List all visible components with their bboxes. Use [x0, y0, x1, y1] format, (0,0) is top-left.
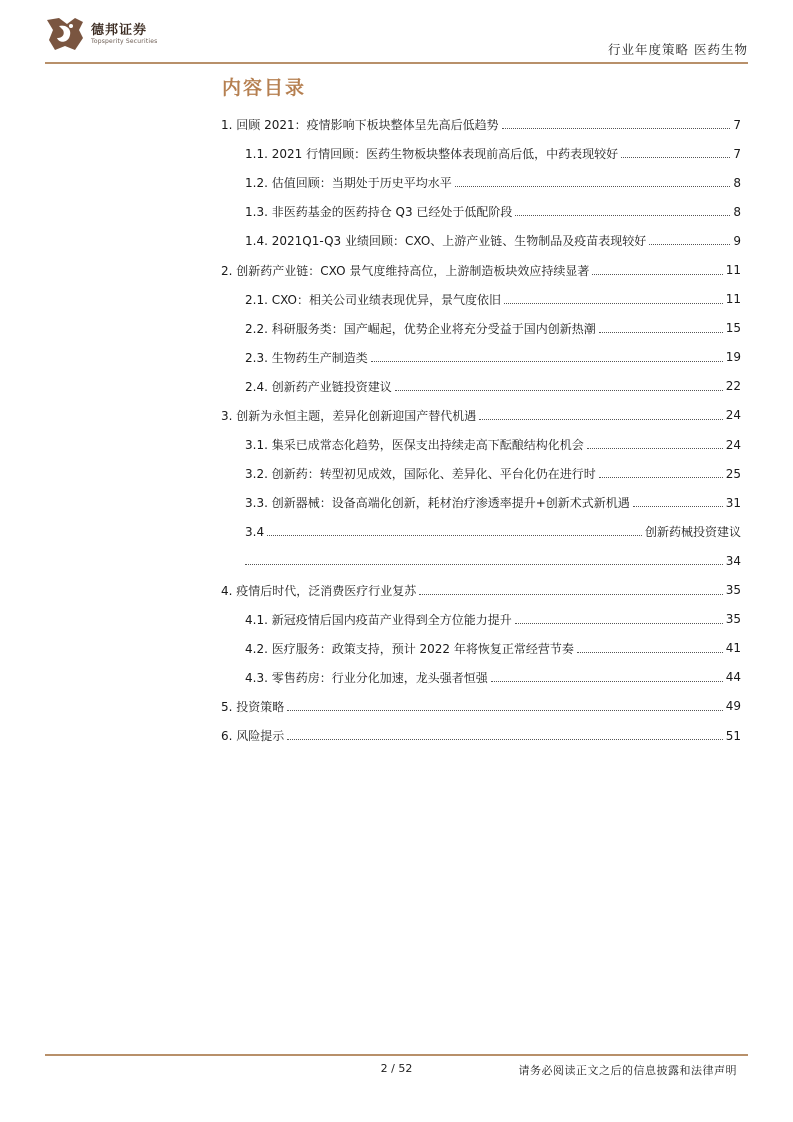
toc-entry[interactable]: 2.1. CXO：相关公司业绩表现优异，景气度依旧 11	[245, 292, 741, 307]
legal-disclaimer: 请务必阅读正文之后的信息披露和法律声明	[518, 1064, 737, 1077]
toc-entry[interactable]: 1.2. 估值回顾：当期处于历史平均水平 8	[245, 175, 741, 191]
toc-entry[interactable]: 5. 投资策略 49	[221, 699, 741, 714]
toc-entry[interactable]: 3.1. 集采已成常态化趋势，医保支出持续走高下酝酿结构化机会 24	[245, 437, 741, 453]
toc-entry[interactable]: 4.3. 零售药房：行业分化加速，龙头强者恒强 44	[245, 670, 741, 685]
toc-entry[interactable]: 1.3. 非医药基金的医药持仓 Q3 已经处于低配阶段 8	[245, 204, 741, 220]
toc-entry[interactable]: 1.1. 2021 行情回顾：医药生物板块整体表现前高后低，中药表现较好 7	[245, 146, 741, 162]
toc-entry[interactable]: 3.3. 创新器械：设备高端化创新，耗材治疗渗透率提升+创新术式新机遇 31	[245, 495, 741, 511]
toc-entry[interactable]: 4.1. 新冠疫情后国内疫苗产业得到全方位能力提升 35	[245, 612, 741, 627]
logo-name-en: Topsperity Securities	[91, 37, 158, 45]
page-number: 2 / 52	[380, 1062, 413, 1075]
logo-name-cn: 德邦证券	[91, 22, 148, 38]
toc-entry[interactable]: 6. 风险提示 51	[221, 728, 741, 744]
toc-entry[interactable]: 3. 创新为永恒主题，差异化创新迎国产替代机遇 24	[221, 408, 741, 423]
toc-entry[interactable]: 3.4 创新药械投资建议	[245, 524, 741, 540]
toc-entry[interactable]: 4. 疫情后时代，泛消费医疗行业复苏 35	[221, 583, 741, 598]
table-of-contents	[221, 110, 741, 750]
toc-entry[interactable]: 2.3. 生物药生产制造类 19	[245, 350, 741, 365]
toc-entry[interactable]: 2. 创新药产业链：CXO 景气度维持高位，上游制造板块效应持续显著 11	[221, 263, 741, 278]
toc-entry[interactable]: 3.2. 创新药：转型初见成效，国际化、差异化、平台化仍在进行时 25	[245, 466, 741, 482]
toc-entry-continuation[interactable]: 34	[221, 546, 741, 575]
toc-entry[interactable]: 4.2. 医疗服务：政策支持，预计 2022 年将恢复正常经营节奏 41	[245, 641, 741, 656]
company-logo	[45, 16, 157, 52]
toc-entry[interactable]: 2.2. 科研服务类：国产崛起，优势企业将充分受益于国内创新热潮 15	[245, 321, 741, 336]
toc-entry[interactable]: 1.4. 2021Q1-Q3 业绩回顾：CXO、上游产业链、生物制品及疫苗表现较好 9	[245, 233, 741, 249]
header-divider	[45, 62, 748, 64]
logo-mark-icon	[45, 16, 85, 52]
toc-entry[interactable]: 1. 回顾 2021：疫情影响下板块整体呈先高后低趋势 7	[221, 117, 741, 133]
toc-title: 内容目录	[222, 77, 307, 99]
report-category: 行业年度策略 医药生物	[608, 42, 748, 57]
footer-divider	[45, 1054, 748, 1056]
toc-entry[interactable]: 2.4. 创新药产业链投资建议 22	[245, 379, 741, 394]
